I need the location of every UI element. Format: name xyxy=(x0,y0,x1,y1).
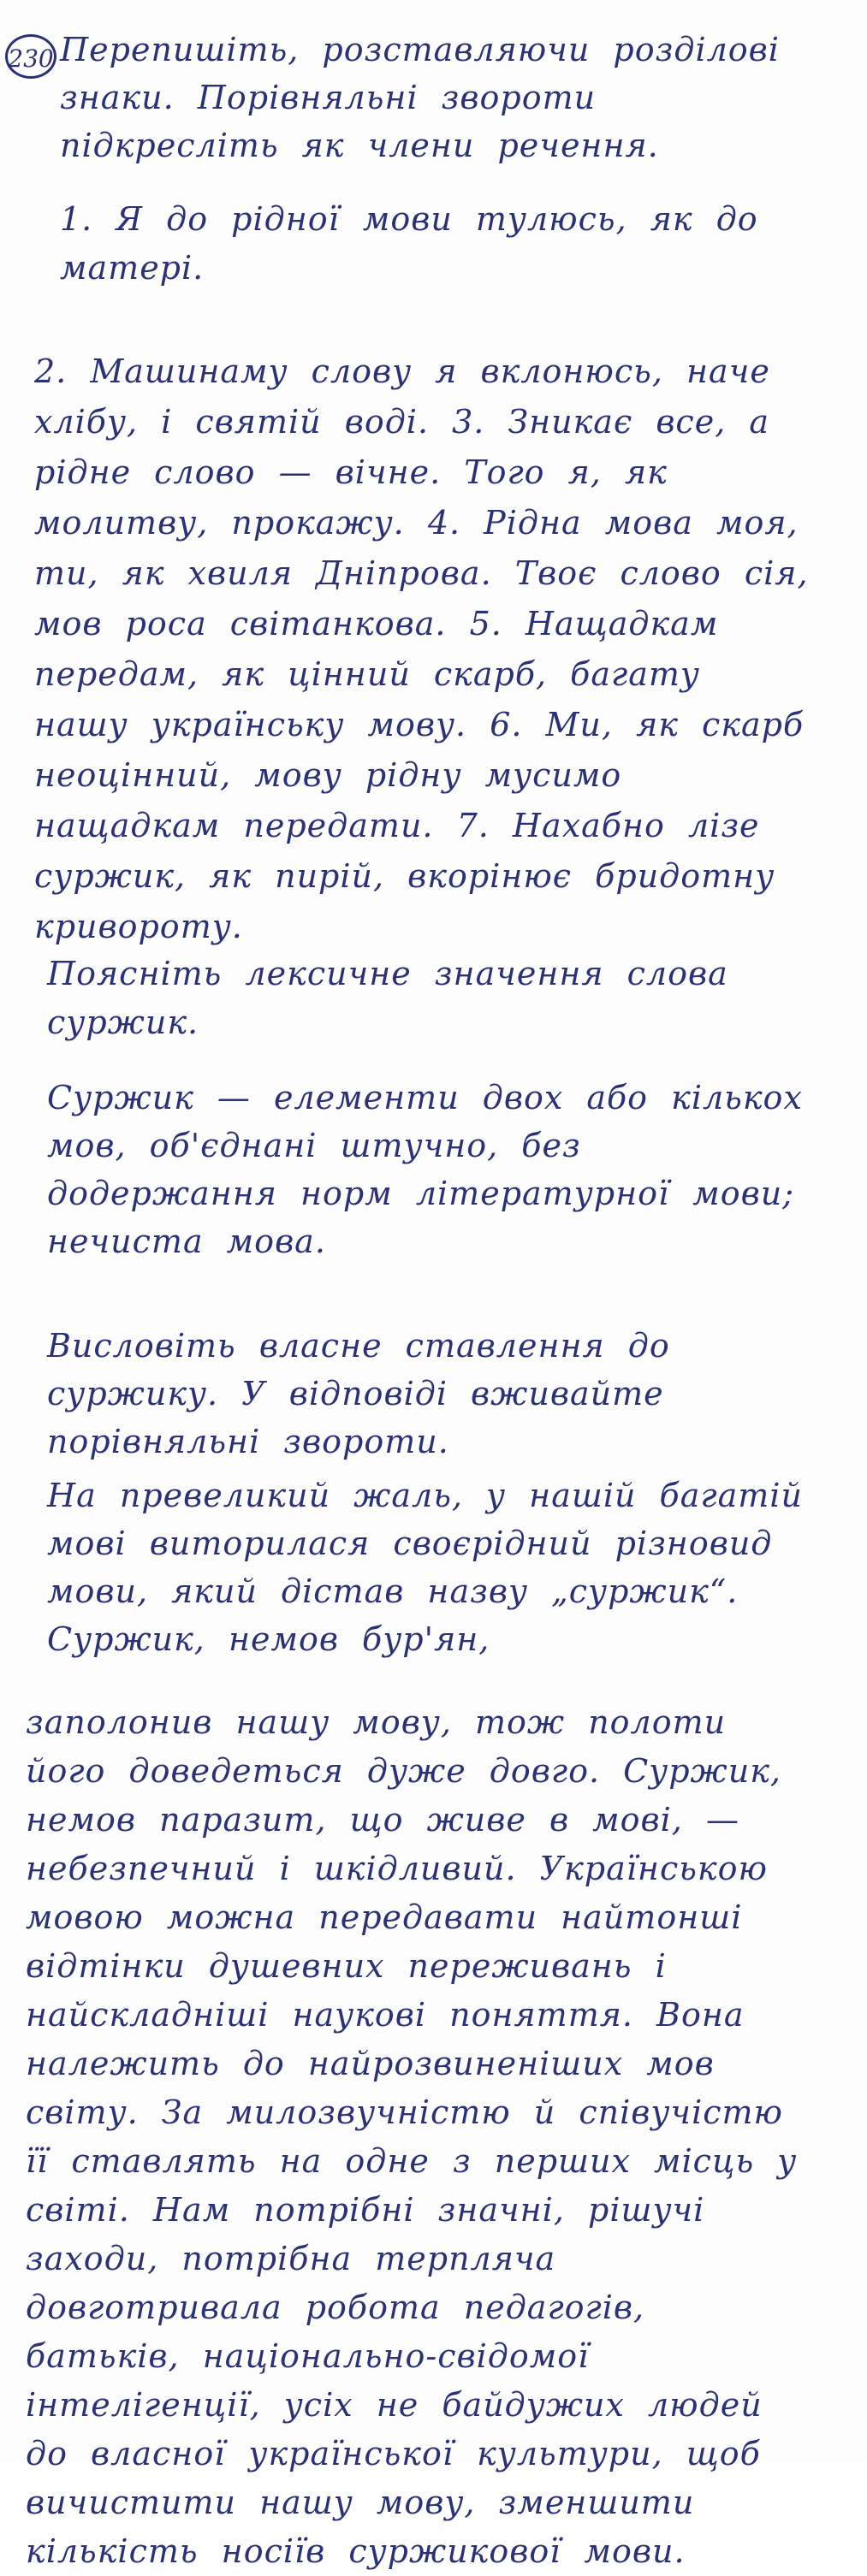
task-3-instruction: Висловіть власне ставлення до суржику. У відповіді вживайте порівняльні звороти. xyxy=(47,1327,693,1460)
answer-3-part-2: заполонив нашу мову, тож полоти його доведеться дуже довго. Суржик, немов паразит, що живе в мові, — небезпечний і шкідливий. Українською мовою можна передавати найтонші відтінки душевних переживань і найскладніші наукові поняття. Вона належить до найрозвиненіших мов світу. За милозвучністю й співучістю її ставлять на одне з перших місць у світі. Нам потрібні значні, рішучі заходи, потрібна терпляча довготривала робота педагогів, батьків, національно-свідомої інтелігенції, усіх не байдужих людей до власної української культури, щоб вичистити нашу мову, зменшити кількість носіїв суржикової мови. xyxy=(26,1703,821,2570)
answer-2: Суржик — елементи двох або кількох мов, об'єднані штучно, без додержання норм літературної мови; нечиста мова. xyxy=(47,1079,826,1260)
sentences-2-7: 2. Машинаму слову я вклонюсь, наче хлібу, і святій воді. 3. Зникає все, а рідне слово — вічне. Того я, як молитву, прокажу. 4. Рідна мова моя, ти, як хвиля Дніпрова. Твоє слово сія, мов роса світанкова. 5. Нащадкам передам, як цінний скарб, багату нашу українську мову. 6. Ми, як скарб неоцінний, мову рідну мусимо нащадкам передати. 7. Нахабно лізе суржик, як пирій, вкорінює бридотну кривороту. xyxy=(34,352,832,945)
task-1-instruction: Перепишіть, розставляючи розділові знаки. Порівняльні звороти підкресліть як члени речення. xyxy=(60,31,804,164)
answer-3-part-1: На превеликий жаль, у нашій багатій мові виторилася своєрідний різновид мови, який дістав назву „суржик“. Суржик, немов бур'ян, xyxy=(47,1477,827,1658)
exercise-number: 230 xyxy=(5,34,56,79)
sentence-1: 1. Я до рідної мови тулюсь, як до матері. xyxy=(60,200,781,287)
task-2-instruction: Поясніть лексичне значення слова суржик. xyxy=(47,955,751,1041)
